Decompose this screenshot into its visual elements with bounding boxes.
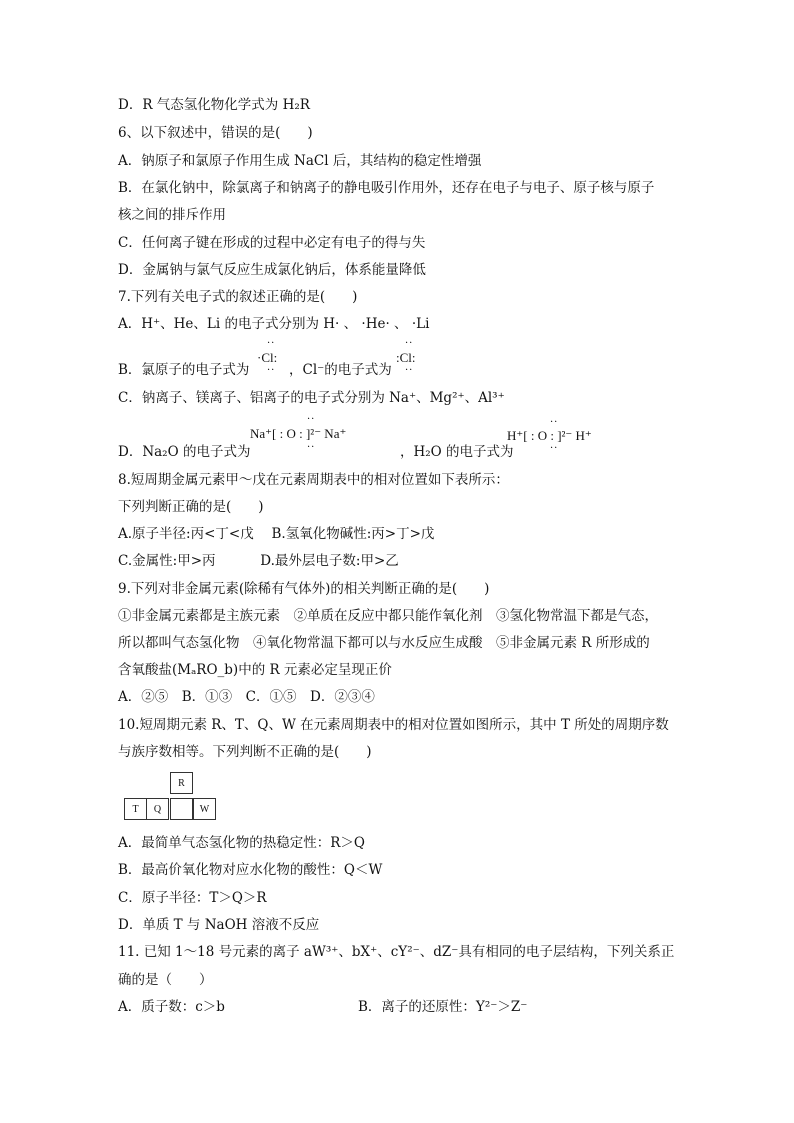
cell-t: T	[124, 798, 147, 820]
q6-option-b-cont: 核之间的排斥作用	[118, 207, 226, 223]
cl-atom-formula: ·Cl:	[257, 350, 278, 365]
q7-option-a: A．H⁺、He、Li 的电子式分别为 H· 、 ·He· 、 ·Li	[118, 316, 430, 332]
q9-options: A．②⑤ B．①③ C．①⑤ D．②③④	[118, 689, 375, 705]
line-d-r-hydride: D．R 气态氢化物化学式为 H₂R	[118, 97, 310, 113]
q10-option-b: B．最高价氧化物对应水化物的酸性：Q＜W	[118, 862, 383, 878]
cell-q: Q	[146, 798, 169, 820]
q7-option-b-text-2: ，Cl⁻的电子式为	[289, 362, 392, 378]
question-10-cont: 与族序数相等。下列判断不正确的是( )	[118, 744, 372, 760]
na2o-top-dots: ··	[307, 414, 316, 425]
cl-atom-top-dots: ··	[267, 338, 276, 349]
q9-statements-2: 所以都叫气态氢化物 ④氧化物常温下都可以与水反应生成酸 ⑤非金属元素 R 所形成的	[118, 635, 650, 651]
q7-option-b-text: B．氯原子的电子式为	[118, 362, 250, 378]
question-10: 10.短周期元素 R、T、Q、W 在元素周期表中的相对位置如图所示，其中 T 所处的周期序数	[118, 717, 669, 733]
q10-option-d: D．单质 T 与 NaOH 溶液不反应	[118, 917, 320, 933]
question-8: 8.短周期金属元素甲～戊在元素周期表中的相对位置如下表所示：	[118, 472, 509, 488]
h2o-bottom-dots: ··	[550, 443, 559, 454]
q6-option-a: A．钠原子和氯原子作用生成 NaCl 后，其结构的稳定性增强	[118, 153, 482, 169]
q6-option-c: C．任何离子键在形成的过程中必定有电子的得与失	[118, 235, 426, 251]
question-6: 6、以下叙述中，错误的是( )	[118, 125, 313, 141]
q11-option-a: A．质子数：c＞b	[118, 999, 225, 1015]
q8-options-cd: C.金属性:甲>丙 D.最外层电子数:甲>乙	[118, 553, 399, 569]
q7-option-c: C．钠离子、镁离子、铝离子的电子式分别为 Na⁺、Mg²⁺、Al³⁺	[118, 390, 505, 406]
cell-w: W	[193, 798, 216, 820]
cell-empty	[170, 798, 193, 820]
question-9: 9.下列对非金属元素(除稀有气体外)的相关判断正确的是( )	[118, 581, 490, 597]
cell-r: R	[170, 772, 193, 794]
q9-statements-3: 含氧酸盐(MₐRO_b)中的 R 元素必定呈现正价	[118, 662, 392, 678]
q10-option-c: C．原子半径：T＞Q＞R	[118, 890, 267, 906]
q8-prompt: 下列判断正确的是( )	[118, 499, 264, 515]
cl-ion-formula: :Cl:	[396, 350, 416, 365]
cl-ion-top-dots: ··	[405, 338, 414, 349]
q7-option-d-text-2: ，H₂O 的电子式为	[400, 444, 514, 460]
q6-option-b: B．在氯化钠中，除氯离子和钠离子的静电吸引作用外，还存在电子与电子、原子核与原子	[118, 180, 655, 196]
cl-atom-bottom-dots: ··	[267, 365, 276, 376]
q11-option-b: B．离子的还原性：Y²⁻＞Z⁻	[358, 999, 528, 1015]
na2o-formula: Na⁺[ : O : ]²⁻ Na⁺	[250, 426, 347, 441]
h2o-formula: H⁺[ : O : ]²⁻ H⁺	[507, 428, 592, 443]
q7-option-d-text: D．Na₂O 的电子式为	[118, 444, 251, 460]
q8-options-ab: A.原子半径:丙<丁<戊 B.氢氧化物碱性:丙>丁>戊	[118, 526, 435, 542]
question-11: 11. 已知 1～18 号元素的离子 aW³⁺、bX⁺、cY²⁻、dZ⁻具有相同的电子层结构，下列关系正	[118, 944, 675, 960]
q6-option-d: D．金属钠与氯气反应生成氯化钠后，体系能量降低	[118, 262, 426, 278]
question-11-cont: 确的是（ ）	[118, 972, 213, 988]
h2o-top-dots: ··	[550, 417, 559, 428]
q10-option-a: A．最简单气态氢化物的热稳定性：R＞Q	[118, 835, 365, 851]
na2o-bottom-dots: ··	[307, 442, 316, 453]
question-7: 7.下列有关电子式的叙述正确的是( )	[118, 289, 358, 305]
cl-ion-bottom-dots: ··	[405, 365, 414, 376]
q9-statements-1: ①非金属元素都是主族元素 ②单质在反应中都只能作氧化剂 ③氢化物常温下都是气态，	[118, 608, 658, 624]
periodic-table-fragment	[118, 772, 228, 822]
